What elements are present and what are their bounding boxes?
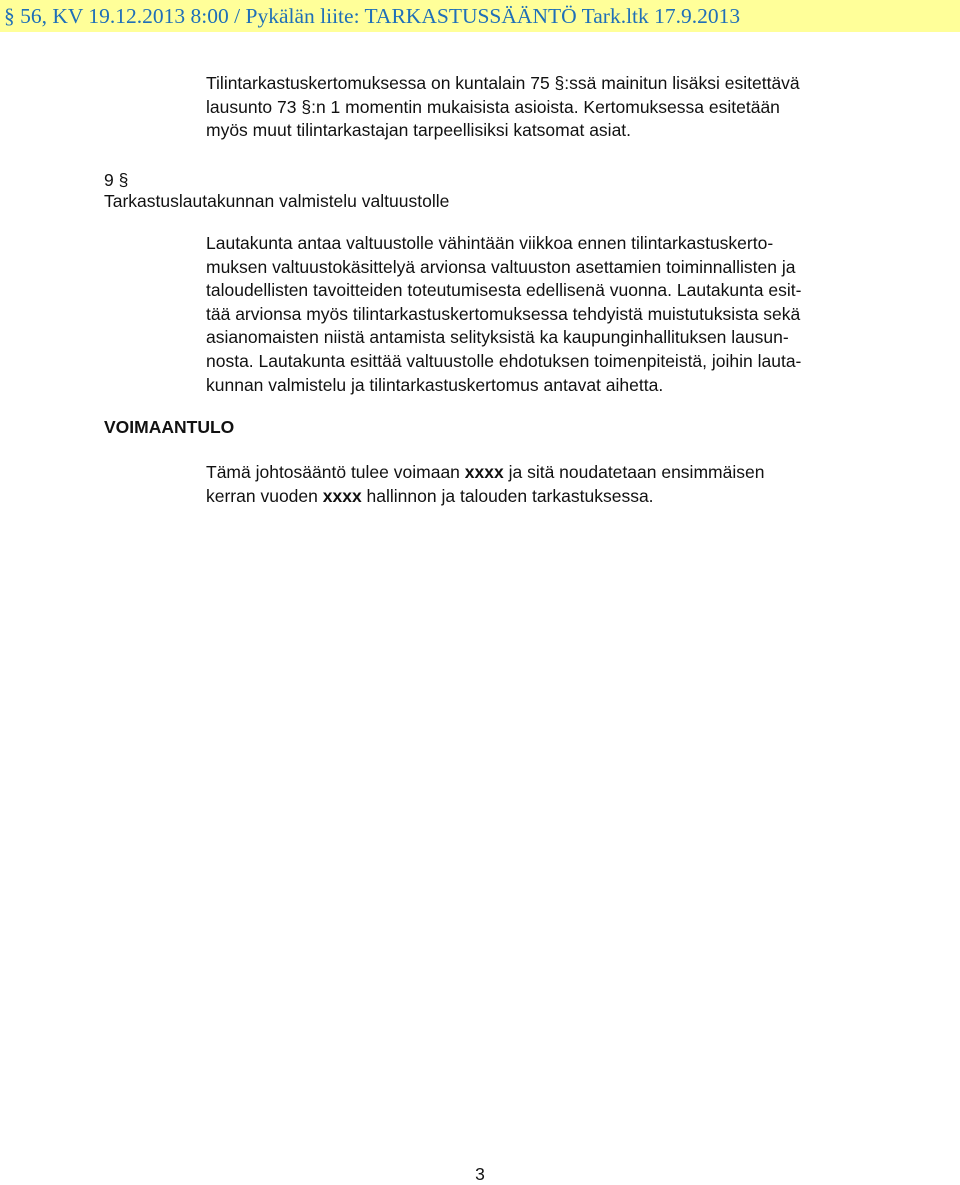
paragraph-line: taloudellisten tavoitteiden toteutumisesta edellisenä vuonna. Lautakunta esit- xyxy=(206,280,802,301)
paragraph-line: muksen valtuustokäsittelyä arvionsa valtuuston asettamien toiminnallisten ja xyxy=(206,256,796,277)
placeholder-year: xxxx xyxy=(464,462,504,482)
paragraph-line: Tilintarkastuskertomuksessa on kuntalain 75 §:ssä mainitun lisäksi esitettävä xyxy=(206,73,800,93)
paragraph-line: myös muut tilintarkastajan tarpeellisiksi katsomat asiat. xyxy=(206,120,632,141)
paragraph-line: tää arvionsa myös tilintarkastuskertomuksessa tehdyistä muistutuksista sekä xyxy=(206,303,801,324)
paragraph-line xyxy=(206,485,764,509)
paragraph-line xyxy=(206,461,764,485)
document-header: § 56, KV 19.12.2013 8:00 / Pykälän liite: TARKASTUSSÄÄNTÖ Tark.ltk 17.9.2013 xyxy=(0,0,960,32)
text-run: hallinnon ja talouden tarkastuksessa. xyxy=(361,485,654,506)
voimaantulo-heading: VOIMAANTULO xyxy=(104,417,235,437)
text-run: ja sitä noudatetaan ensimmäisen xyxy=(503,462,765,482)
text-run: Tämä johtosääntö tulee voimaan xyxy=(206,462,465,482)
paragraph-line: nosta. Lautakunta esittää valtuustolle ehdotuksen toimenpiteistä, joihin lauta- xyxy=(206,350,802,371)
intro-paragraph xyxy=(206,72,800,143)
section-number: 9 § xyxy=(104,170,129,190)
paragraph-line: asianomaisten niistä antamista selityksistä ka kaupunginhallituksen lausun- xyxy=(206,327,789,348)
section-title: Tarkastuslautakunnan valmistelu valtuustolle xyxy=(104,191,450,211)
paragraph-line: Lautakunta antaa valtuustolle vähintään viikkoa ennen tilintarkastuskerto- xyxy=(206,233,774,253)
text-run: kerran vuoden xyxy=(206,485,323,506)
paragraph-line: lausunto 73 §:n 1 momentin mukaisista asioista. Kertomuksessa esitetään xyxy=(206,96,780,117)
page-number: 3 xyxy=(475,1164,485,1184)
paragraph-line: kunnan valmistelu ja tilintarkastuskertomus antavat aihetta. xyxy=(206,374,664,395)
placeholder-year: xxxx xyxy=(322,485,362,506)
section-9-paragraph xyxy=(206,232,801,397)
voimaantulo-paragraph xyxy=(206,461,764,508)
